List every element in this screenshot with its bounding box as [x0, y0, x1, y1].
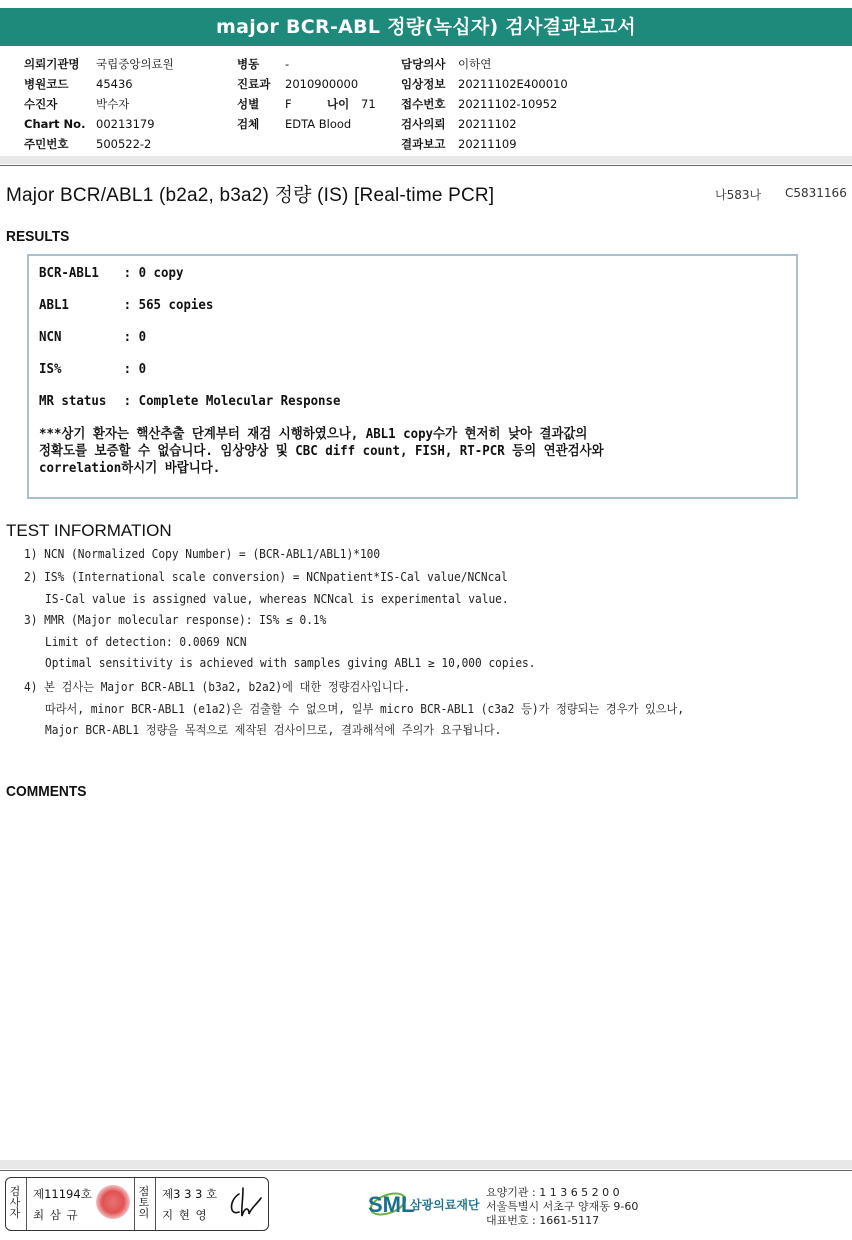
comments-heading: COMMENTS — [6, 783, 87, 800]
result-note-line: 정확도를 보증할 수 없습니다. 임상양상 및 CBC diff count, FISH, RT-PCR 등의 연관검사와 — [39, 443, 604, 459]
field-label: 병원코드 — [24, 77, 69, 91]
age-value: 71 — [361, 97, 376, 111]
footer-divider — [0, 1170, 852, 1171]
field-label: 담당의사 — [401, 57, 446, 71]
result-note — [39, 426, 701, 477]
test-info-line: 2) IS% (International scale conversion) = NCNpatient*IS-Cal value/NCNcal — [24, 570, 508, 584]
result-note-line: correlation하시기 바랍니다. — [39, 460, 221, 476]
result-row-bcr-abl1 — [39, 265, 183, 281]
field-value: 45436 — [96, 77, 133, 91]
test-code-2: C5831166 — [785, 186, 847, 200]
field-label: 의뢰기관명 — [24, 57, 80, 71]
field-value: EDTA Blood — [285, 117, 352, 131]
report-title: major BCR-ABL 정량(녹십자) 검사결과보고서 — [216, 16, 636, 38]
field-label: 접수번호 — [401, 97, 446, 111]
examiner-label-char: 사 — [9, 1196, 21, 1209]
result-value: : 565 copies — [123, 297, 214, 313]
test-code-1: 나583나 — [715, 188, 762, 202]
test-info-line: 3) MMR (Major molecular response): IS% ≤ 0.1% — [24, 613, 327, 627]
test-info-line: Optimal sensitivity is achieved with samples giving ABL1 ≥ 10,000 copies. — [45, 656, 536, 670]
result-row-is — [39, 361, 146, 377]
field-value: F — [285, 97, 292, 111]
footer-cell-divider — [26, 1178, 27, 1230]
examiner-label-char: 검 — [9, 1185, 21, 1198]
test-info-line: 1) NCN (Normalized Copy Number) = (BCR-ABL1/ABL1)*100 — [24, 547, 381, 561]
result-key: BCR-ABL1 — [39, 265, 99, 281]
result-row-ncn — [39, 329, 146, 345]
signature-image — [225, 1182, 265, 1222]
field-value: 20211102 — [458, 117, 517, 131]
results-heading: RESULTS — [6, 228, 70, 245]
test-info-line: 따라서, minor BCR-ABL1 (e1a2)은 검출할 수 없으며, 일부 micro BCR-ABL1 (c3a2 등)가 정량되는 경우가 있으나, — [45, 702, 685, 716]
patient-col1 — [24, 54, 174, 154]
test-info-line: Major BCR-ABL1 정량을 목적으로 제작된 검사이므로, 결과해석에 주의가 요구됩니다. — [45, 723, 502, 737]
checker-license-no: 제3 3 3 호 — [162, 1187, 218, 1201]
result-value: : 0 — [123, 329, 147, 345]
field-value: 이하연 — [458, 57, 492, 71]
field-value: 20211109 — [458, 137, 517, 151]
header-divider-shade — [0, 156, 852, 164]
examiner-name: 최 삼 규 — [33, 1208, 79, 1222]
examiner-license-no: 제11194호 — [33, 1187, 92, 1201]
result-key: IS% — [39, 361, 62, 377]
field-value: - — [285, 57, 290, 71]
field-value: 박수자 — [96, 97, 130, 111]
result-key: MR status — [39, 393, 107, 409]
result-key: ABL1 — [39, 297, 69, 313]
field-label: 검체 — [237, 117, 260, 131]
field-value: 20211102-10952 — [458, 97, 558, 111]
field-value: 2010900000 — [285, 77, 359, 91]
report-title-bar — [0, 0, 852, 52]
field-label: 진료과 — [237, 77, 271, 91]
result-row-abl1 — [39, 297, 213, 313]
footer-divider-shade — [0, 1160, 852, 1169]
footer-cell-divider — [134, 1178, 135, 1230]
field-value: 00213179 — [96, 117, 155, 131]
footer-cell-divider — [155, 1178, 156, 1230]
test-name: Major BCR/ABL1 (b2a2, b3a2) 정량 (IS) [Real-time PCR] — [6, 185, 495, 206]
checker-label — [137, 1186, 151, 1219]
result-row-mr-status — [39, 393, 340, 409]
patient-col2 — [237, 54, 376, 134]
org-name: 삼광의료재단 — [410, 1198, 480, 1212]
test-info-heading: TEST INFORMATION — [6, 521, 172, 540]
age-label: 나이 — [327, 97, 350, 111]
test-info-line: IS-Cal value is assigned value, whereas NCNcal is experimental value. — [45, 592, 509, 606]
org-info-line: 요양기관 : 1 1 3 6 5 2 0 0 — [486, 1186, 620, 1199]
examiner-label — [8, 1186, 22, 1219]
checker-label-char: 토 — [138, 1196, 150, 1209]
checker-label-char: 의 — [138, 1207, 150, 1220]
patient-col3 — [401, 54, 568, 154]
field-value: 500522-2 — [96, 137, 152, 151]
field-label: Chart No. — [24, 117, 86, 131]
examiner-label-char: 자 — [9, 1207, 21, 1220]
field-label: 주민번호 — [24, 137, 69, 151]
result-value: : 0 copy — [123, 265, 184, 281]
field-label: 검사의뢰 — [401, 117, 446, 131]
logo-wordmark: SML — [368, 1192, 415, 1217]
checker-label-char: 점 — [138, 1185, 150, 1198]
field-label: 병동 — [237, 57, 260, 71]
org-info-line: 대표번호 : 1661-5117 — [486, 1214, 600, 1227]
test-info-line: 4) 본 검사는 Major BCR-ABL1 (b3a2, b2a2)에 대한 정량검사입니다. — [24, 680, 411, 694]
test-info-line: Limit of detection: 0.0069 NCN — [45, 635, 247, 649]
field-label: 결과보고 — [401, 137, 446, 151]
org-info-line: 서울특별시 서초구 양재동 9-60 — [486, 1200, 639, 1213]
field-label: 임상정보 — [401, 77, 446, 91]
header-divider — [0, 165, 852, 166]
result-key: NCN — [39, 329, 62, 345]
result-note-line: ***상기 환자는 핵산추출 단계부터 재검 시행하였으나, ABL1 copy수가 현저히 낮아 결과값의 — [39, 426, 588, 442]
field-label: 성별 — [237, 97, 260, 111]
checker-name: 지 현 영 — [162, 1208, 208, 1222]
result-value: : Complete Molecular Response — [123, 393, 341, 409]
field-value: 국립중앙의료원 — [96, 57, 174, 71]
result-value: : 0 — [123, 361, 147, 377]
field-value: 20211102E400010 — [458, 77, 568, 91]
field-label: 수진자 — [24, 97, 58, 111]
official-seal-stamp — [96, 1185, 130, 1219]
